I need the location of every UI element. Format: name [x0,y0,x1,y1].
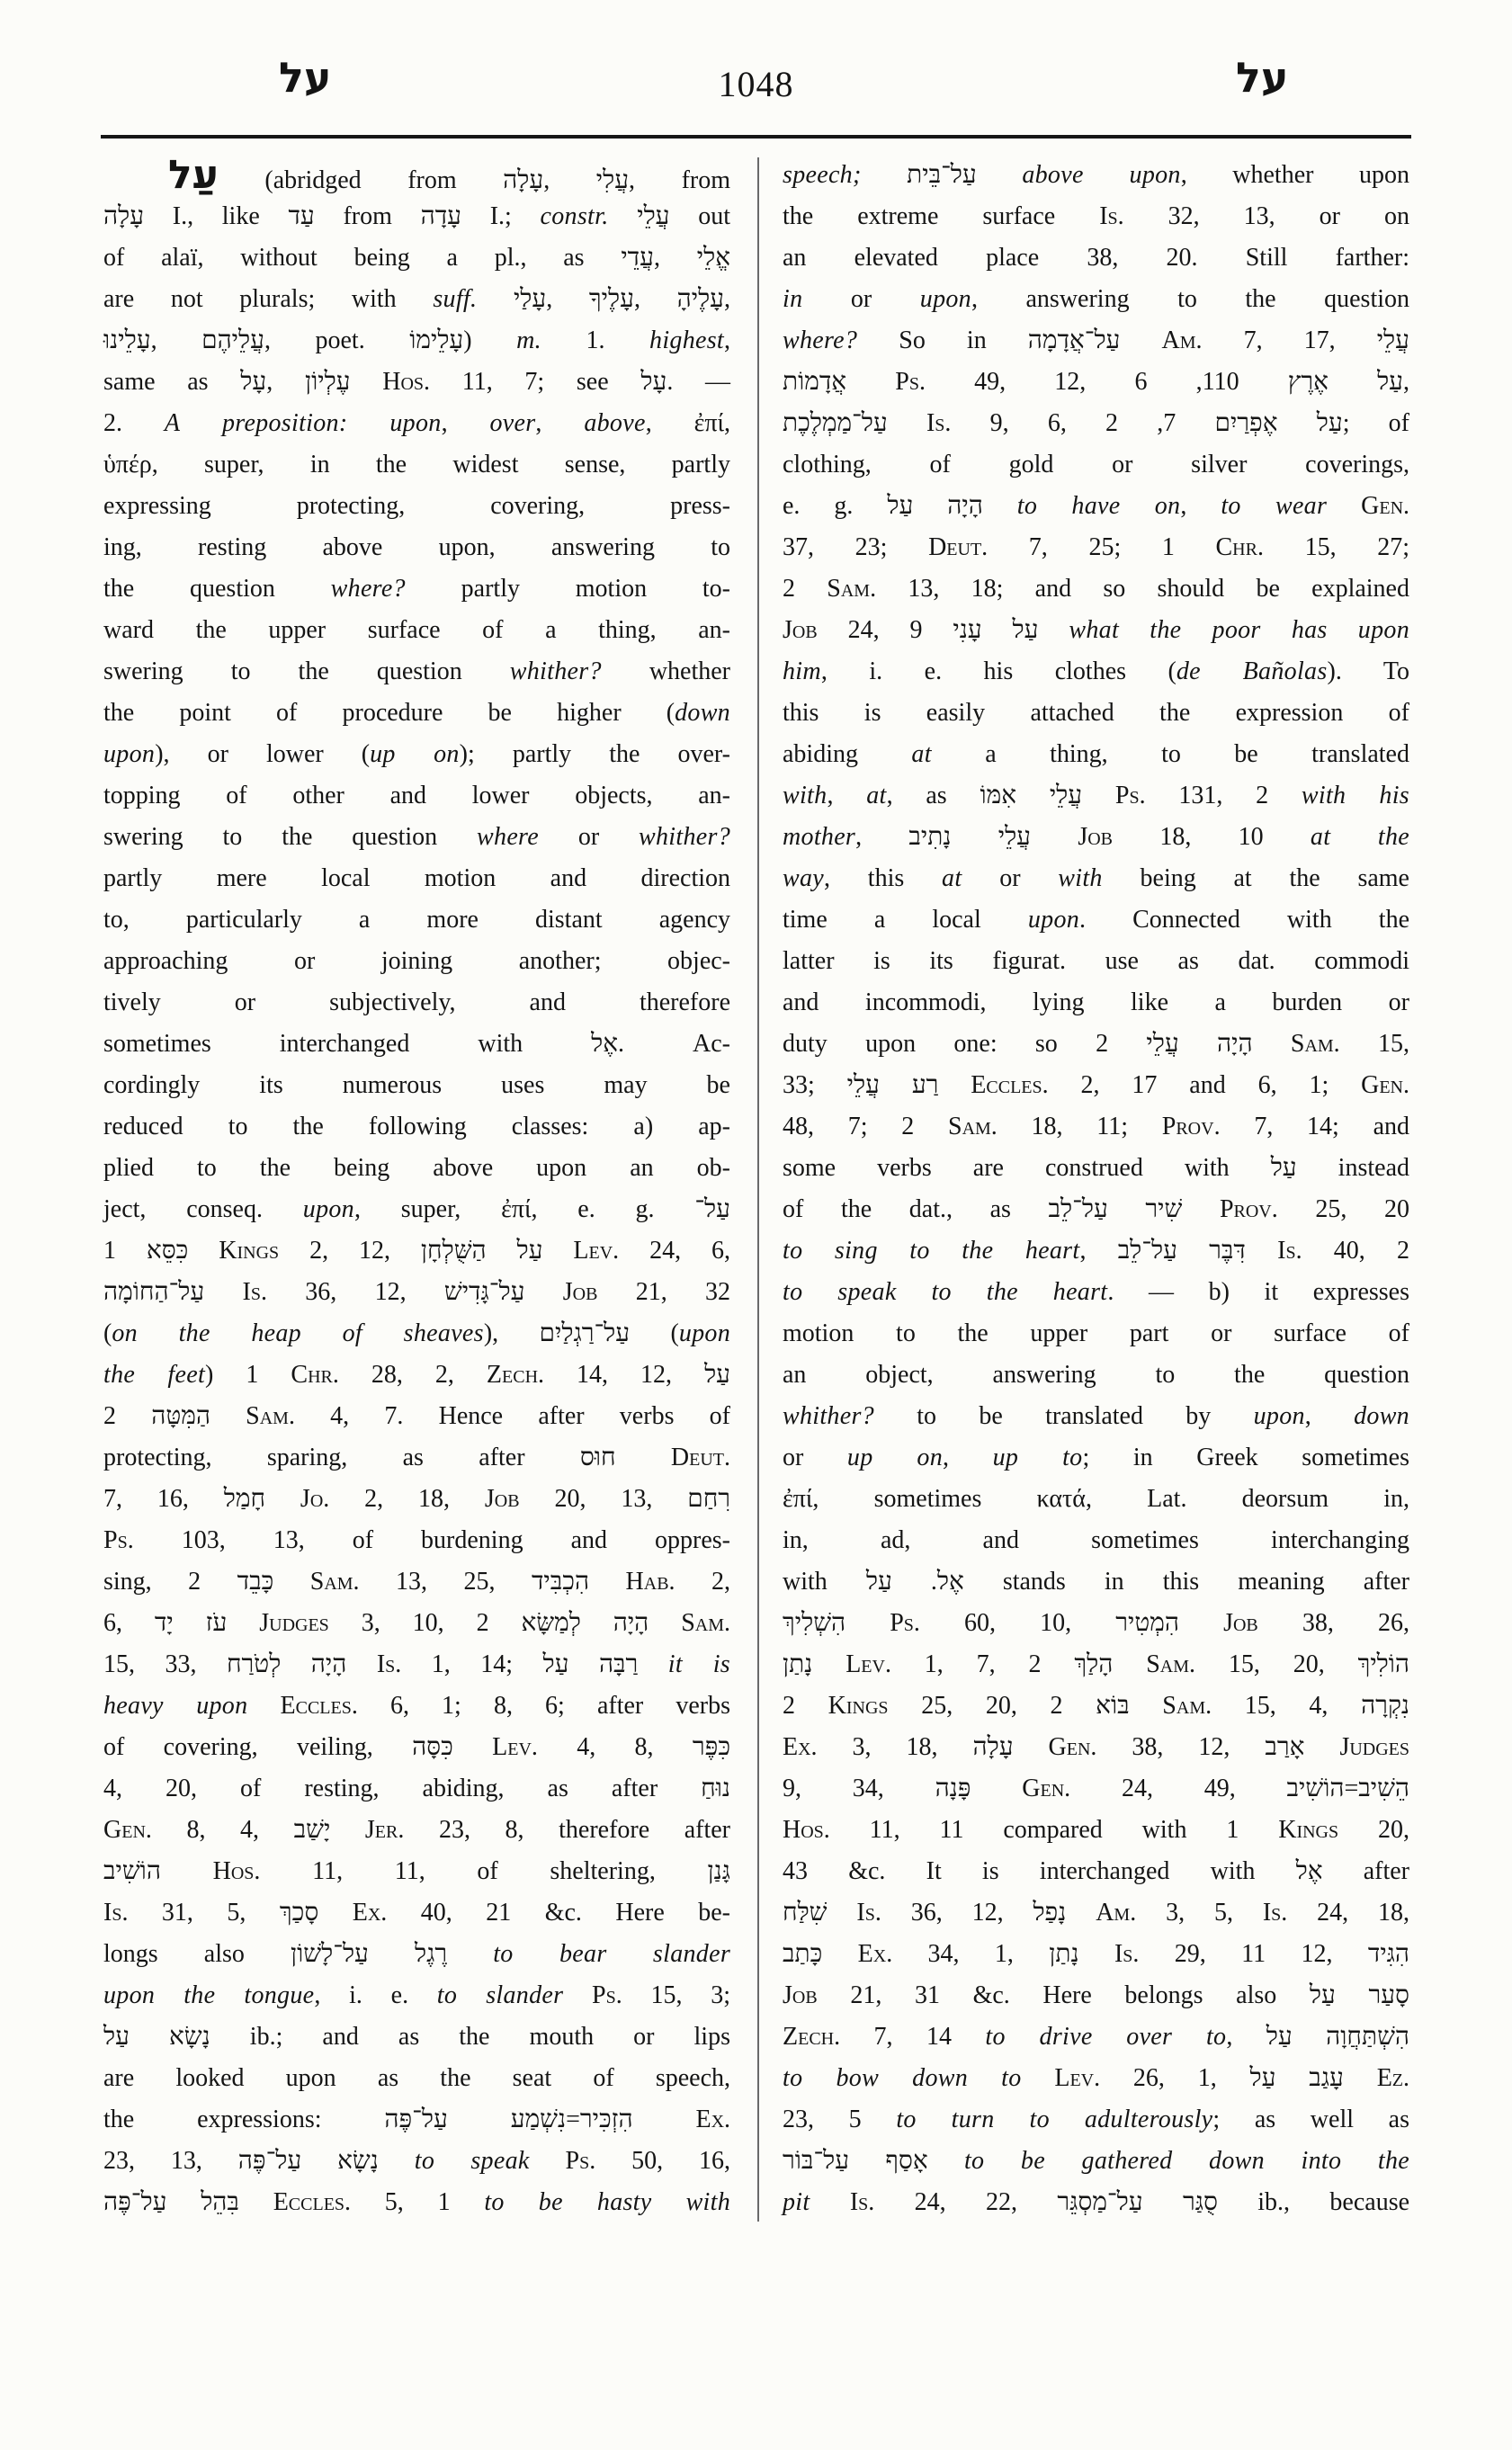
text-line: topping of other and lower objects, an- [103,782,730,809]
text-line: pit Is. 24, 22, סֻגַּר עַל־מַסְגֵּר ib., because [783,2188,1410,2216]
text-line: are not plurals; with suff. עָלַי,‎ עָלֶיךָ,‎ עָלֶיהָ, [103,285,731,313]
text-line: כָּתַב Ex. 34, 1, נָתַן Is. 29, 11 12, הִגִּיד [783,1940,1410,1968]
text-line: the extreme surface Is. 32, 13, or on [783,202,1410,230]
text-line: speech; עַל־בֵּית above upon, whether upon [783,161,1410,189]
text-line: בִּהֵל עַל־פֶּה Eccles. 5, 1 to be hasty with [103,2188,730,2216]
text-line: אָסַף עַל־בּוֹר to be gathered down into the [783,2147,1410,2175]
text-line: this is easily attached the expression of [783,699,1409,727]
text-line: sometimes interchanged with אֶל. Ac- [103,1030,730,1058]
text-line: 48, 7; 2 Sam. 18, 11; Prov. 7, 14; and [783,1113,1409,1140]
text-line: Zech. 7, 14 to drive over to, הִשְׁתַּחֲוָה עַל [783,2023,1409,2051]
text-line: partly mere local motion and direction [103,864,730,892]
text-line: Gen. 8, 4, יָשַׁב Jer. 23, 8, therefore after [103,1816,731,1844]
text-line: abiding at a thing, to be translated [783,740,1409,768]
text-line: ing, resting above upon, answering to [103,533,730,561]
text-line: where? So in עַל־אֲדָמָה Am. 7, 17, עֲלֵי [783,326,1410,354]
text-line: longs also רֶגֶל עַל־לָשׁוֹן to bear slander [103,1940,731,1968]
text-line: latter is its figurat. use as dat. commodi [783,947,1409,975]
text-line: mother, עֲלֵי נָתִיב Job 18, 10 at the [783,823,1409,851]
text-line: הַמִּטָּה 2 Sam. 4, 7. Hence after verbs of [103,1402,730,1430]
text-line: duty upon one: so הָיָה עֲלֵי 2 Sam. 15, [783,1030,1409,1058]
text-line: 2. A preposition: upon, over, above, ἐπί, [103,409,731,437]
text-line: plied to the being above upon an ob- [103,1154,730,1182]
text-line: 4, 20, of resting, abiding, as after נוּחַ [103,1775,730,1802]
text-line: swering to the question whither? whether [103,657,730,685]
text-line: נָשָׂא עַל ib.; and as the mouth or lips [103,2023,730,2051]
text-line: an object, answering to the question [783,1361,1409,1389]
text-line: with אֶל. עַל stands in this meaning after [783,1568,1409,1596]
text-line: 15, 33, הָיָה לְטֹרַח Is. 1, 14; רַבָּה עַל it is [103,1650,730,1678]
text-line: the feet) 1 Chr. 28, 2, Zech. 14, 12, עַל [103,1361,731,1389]
left-column [103,152,731,2223]
text-line: 7, 16, חָמַל Jo. 2, 18, Job 20, 13, רִחַם [103,1485,731,1513]
text-line: sing, כָּבֵד 2 Sam. 13, 25, הִכְבִּיד Hab. 2, [103,1568,731,1596]
text-line: upon the tongue, i. e. to slander Ps. 15, 3; [103,1981,730,2009]
text-line: 33; רַע עֲלֵי Eccles. 2, 17 and 6, 1; Gen. [783,1071,1409,1099]
text-columns [103,152,1410,2223]
text-line: כִּסֵּא 1 Kings 2, 12, עַל הַשֻּׁלְחָן Lev. 24, 6, [103,1237,731,1265]
text-line: of alaï, without being a pl., as עֲדֵי,‎ אֱלֵי [103,244,730,272]
text-line: are looked upon as the seat of speech, [103,2064,730,2092]
page-number: 1048 [718,64,794,104]
text-line: (on the heap of sheaves), עַל־רַגְלַיִם (upon [103,1319,731,1347]
text-line: ἐπί, sometimes κατά, Lat. deorsum in, [783,1485,1409,1513]
text-line: נָתַן Lev. 1, 7, הָלַךְ 2 Sam. 15, 20, הוֹלִיךְ [783,1650,1410,1678]
text-line: some verbs are construed with עַל instead [783,1154,1409,1182]
text-line: upon), or lower (up on); partly the over- [103,740,730,768]
text-line: 9, 34, פָּנָה Gen. 24, 49, הֵשִׁיב=הוֹשִׁיב [783,1775,1410,1802]
text-line: אֲדָמוֹת Ps. 49, 12, עַל אֶרֶץ 110, 6, [783,368,1410,396]
text-line: motion to the upper part or surface of [783,1319,1409,1347]
text-line: 23, 5 to turn to adulterously; as well as [783,2106,1409,2133]
text-line: to sing to the heart, דִּבֶּר עַל־לֵב Is. 40, 2 [783,1237,1410,1265]
text-line: the question where? partly motion to- [103,575,730,603]
text-line: an elevated place 38, 20. Still farther: [783,244,1409,272]
text-line: 23, 13, נָשָׂא עַל־פֶּה to speak Ps. 50, 16, [103,2147,731,2175]
text-line: reduced to the following classes: a) ap- [103,1113,730,1140]
text-line: and incommodi, lying like a burden or [783,988,1409,1016]
text-line: approaching or joining another; objec- [103,947,730,975]
text-line: expressing protecting, covering, press- [103,492,730,520]
text-line: of covering, veiling, כִּסָּה Lev. 4, 8, כִּפֶּר [103,1733,731,1761]
text-line: the point of procedure be higher (down [103,699,730,727]
text-line: 2 Sam. 13, 18; and so should be explained [783,575,1409,603]
text-line: 37, 23; Deut. 7, 25; 1 Chr. 15, 27; [783,533,1410,561]
text-line: ject, conseq. upon, super, ἐπί, e. g. עַל־ [103,1195,730,1223]
text-line: tively or subjectively, and therefore [103,988,730,1016]
text-line: עָלָה I., like עַד from עָדָה I.; constr. עֲלֵי out [103,202,731,230]
text-line: same as עָל,‎ עֶלְיוֹן Hos. 11, 7; see עָל. — [103,368,731,396]
text-line: clothing, of gold or silver coverings, [783,451,1409,478]
text-line: הוֹשִׁיב Hos. 11, 11, of sheltering, גָּנַן [103,1857,730,1885]
text-line: whither? to be translated by upon, down [783,1402,1409,1430]
page-header [101,34,1411,124]
text-line: עַל־הַחוֹמָה Is. 36, 12, עַל־גָּדִישׁ Job 21, 32 [103,1278,731,1306]
header-keyword-right: על [1236,53,1289,102]
text-line: Job 24, 9 עַל עָנִי what the poor has upon [783,616,1410,644]
text-line: Hos. 11, 11 compared with 1 Kings 20, [783,1816,1409,1844]
text-line: Ps. 103, 13, of burdening and oppres- [103,1526,730,1554]
text-line: 43 &c. It is interchanged with אֶל after [783,1857,1409,1885]
text-line: in or upon, answering to the question [783,285,1409,313]
text-line: in, ad, and sometimes interchanging [783,1526,1409,1554]
text-line: עַל־מַמְלֶכֶת Is. 9, 6, עַל אֶפְרַיִם 7, 2; of [783,409,1410,437]
right-column [783,155,1409,2223]
text-line: e. g. הָיָה עַל to have on, to wear Gen. [783,492,1410,520]
text-line: to bow down to Lev. 26, 1, עָגַב עַל Ez. [783,2064,1410,2092]
text-line: 2 Kings 25, 20, בּוֹא 2 Sam. 15, 4, נִקְרָה [783,1692,1410,1720]
text-line: of the dat., as שִׁיר עַל־לֵב Prov. 25, 20 [783,1195,1409,1223]
text-line: עָלֵינוּ,‎ עֲלֵיהֶם,‎ poet. עָלֵימוֹ) m. 1. highest, [103,326,731,354]
text-line: 6, עֹז יָד Judges 3, 10, הָיָה לְמַשָּׂא 2 Sam. [103,1609,731,1637]
text-line: הִשְׁלִיךְ Ps. 60, 10, הִמְטִיר Job 38, 26, [783,1609,1409,1637]
text-line: him, i. e. his clothes (de Bañolas). To [783,657,1409,685]
text-line: protecting, sparing, as after חוּס Deut. [103,1444,731,1471]
text-line: or up on, up to; in Greek sometimes [783,1444,1409,1471]
text-line: with, at, as עֲלֵי אִמּוֹ Ps. 131, 2 with his [783,782,1410,809]
text-line: cordingly its numerous uses may be [103,1071,730,1099]
header-keyword-left: על [279,53,332,102]
text-line: ward the upper surface of a thing, an- [103,616,730,644]
text-line: the expressions: הִזְכִּיר=נִשְׁמַע עַל־פֶּה Ex. [103,2106,731,2133]
text-line: to, particularly a more distant agency [103,906,730,934]
text-line: עַל (abridged from עָלָה,‎ עֲלִי,‎ from [168,152,730,198]
text-line: time a local upon. Connected with the [783,906,1409,934]
text-line: ὑπέρ, super, in the widest sense, partly [103,451,730,478]
text-line: Job 21, 31 &c. Here belongs also סָעַר עַל [783,1981,1409,2009]
text-line: heavy upon Eccles. 6, 1; 8, 6; after verbs [103,1692,730,1720]
text-line: Is. 31, 5, סָכַךְ Ex. 40, 21 &c. Here be- [103,1899,731,1927]
text-line: to speak to the heart. — b) it expresses [783,1278,1409,1306]
text-line: שִׁלַּח Is. 36, 12, נָפַל Am. 3, 5, Is. 24, 18, [783,1899,1410,1927]
text-line: Ex. 3, 18, עָלָה Gen. 38, 12, אָרַב Judges [783,1733,1410,1761]
header-rule [101,135,1411,139]
text-line: way, this at or with being at the same [783,864,1409,892]
text-line: swering to the question where or whither? [103,823,730,851]
